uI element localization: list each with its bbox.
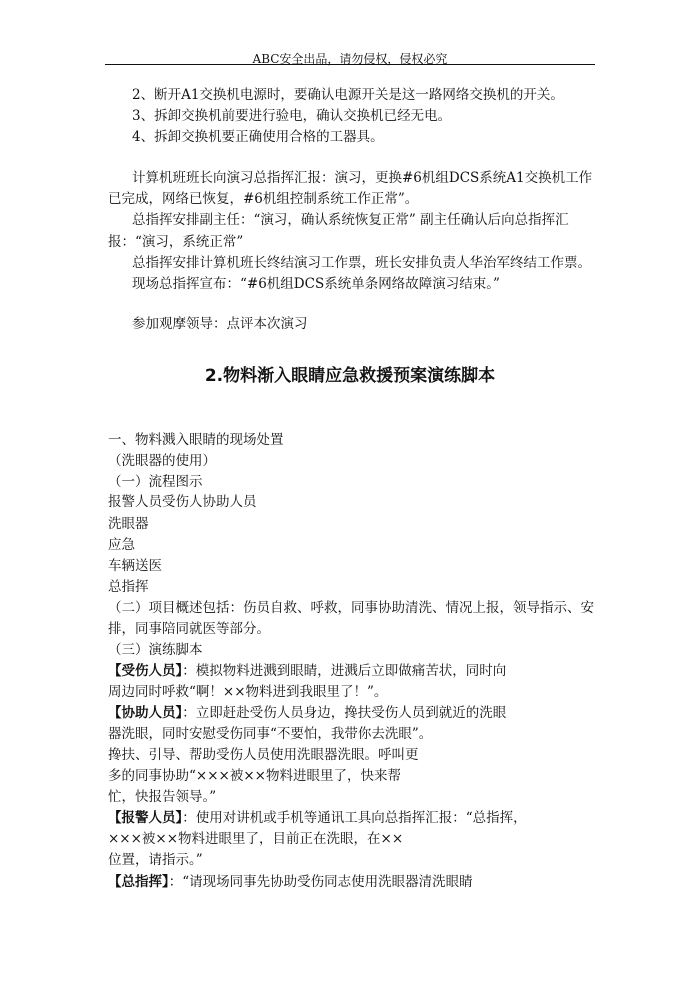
text-line: 车辆送医 xyxy=(108,558,162,574)
role-tag: 【协助人员】 xyxy=(108,705,183,721)
text-line: （三）演练脚本 xyxy=(108,642,203,658)
text-line: 位置，请指示。” xyxy=(108,852,203,868)
text-line: ×××被××物料进眼里了，目前正在洗眼，在×× xyxy=(108,831,404,847)
text-line: 一、物料溅入眼睛的现场处置 xyxy=(108,432,284,448)
text-line: 已完成，网络已恢复，#6机组控制系统工作正常”。 xyxy=(108,191,419,207)
role-tag: 【报警人员】 xyxy=(108,810,183,826)
text-line: 搀扶、引导、帮助受伤人员使用洗眼器洗眼。呼叫更 xyxy=(108,747,419,763)
text-line: 报警人员受伤人协助人员 xyxy=(108,494,257,510)
role-tag: 【总指挥】 xyxy=(108,874,169,890)
role-text: ：使用对讲机或手机等通讯工具向总指挥汇报：“总指挥， xyxy=(182,810,527,826)
text-line: （一）流程图示 xyxy=(108,474,203,490)
script-line xyxy=(108,876,473,890)
text-line: 多的同事协助“×××被××物料进眼里了，快来帮 xyxy=(108,768,401,784)
script-line xyxy=(108,707,506,721)
text-line: 洗眼器 xyxy=(108,516,149,532)
section-title: 2.物料渐入眼睛应急救援预案演练脚本 xyxy=(204,366,496,386)
role-tag: 【受伤人员】 xyxy=(108,663,183,679)
text-line: （二）项目概述包括：伤员自救、呼救，同事协助清洗、情况上报，领导指示、安 xyxy=(108,600,594,616)
text-line: 报：“演习，系统正常” xyxy=(108,234,244,250)
text-line: 4、拆卸交换机要正确使用合格的工器具。 xyxy=(132,129,384,145)
role-text: ：“请现场同事先协助受伤同志使用洗眼器清洗眼睛 xyxy=(168,874,473,890)
script-line xyxy=(108,812,527,826)
page-header: ABC安全出品，请勿侵权，侵权必究 xyxy=(252,52,448,66)
text-line: 总指挥安排计算机班长终结演习工作票，班长安排负责人华治军终结工作票。 xyxy=(132,255,591,271)
role-text: ：立即赶赴受伤人员身边，搀扶受伤人员到就近的洗眼 xyxy=(182,705,507,721)
text-line: 忙，快报告领导。” xyxy=(108,789,217,805)
text-line: 总指挥安排副主任：“演习，确认系统恢复正常” 副主任确认后向总指挥汇 xyxy=(132,212,569,228)
text-line: 周边同时呼救“啊！××物料进到我眼里了！”。 xyxy=(108,684,388,700)
text-line: （洗眼器的使用） xyxy=(108,453,216,469)
text-line: 排，同事陪同就医等部分。 xyxy=(108,621,270,637)
text-line: 现场总指挥宣布：“#6机组DCS系统单条网络故障演习结束。” xyxy=(132,276,500,292)
text-line: 计算机班班长向演习总指挥汇报：演习，更换#6机组DCS系统A1交换机工作 xyxy=(132,170,593,186)
role-text: ：模拟物料进溅到眼睛，进溅后立即做痛苦状，同时向 xyxy=(182,663,507,679)
text-line: 参加观摩领导：点评本次演习 xyxy=(132,316,308,332)
script-line xyxy=(108,665,506,679)
text-line: 器洗眼，同时安慰受伤同事“不要怕，我带你去洗眼”。 xyxy=(108,726,433,742)
text-line: 2、断开A1交换机电源时，要确认电源开关是这一路网络交换机的开关。 xyxy=(132,87,564,103)
text-line: 应急 xyxy=(108,537,135,553)
header-rule xyxy=(105,64,595,65)
text-line: 总指挥 xyxy=(108,579,149,595)
text-line: 3、拆卸交换机前要进行验电，确认交换机已经无电。 xyxy=(132,108,452,124)
